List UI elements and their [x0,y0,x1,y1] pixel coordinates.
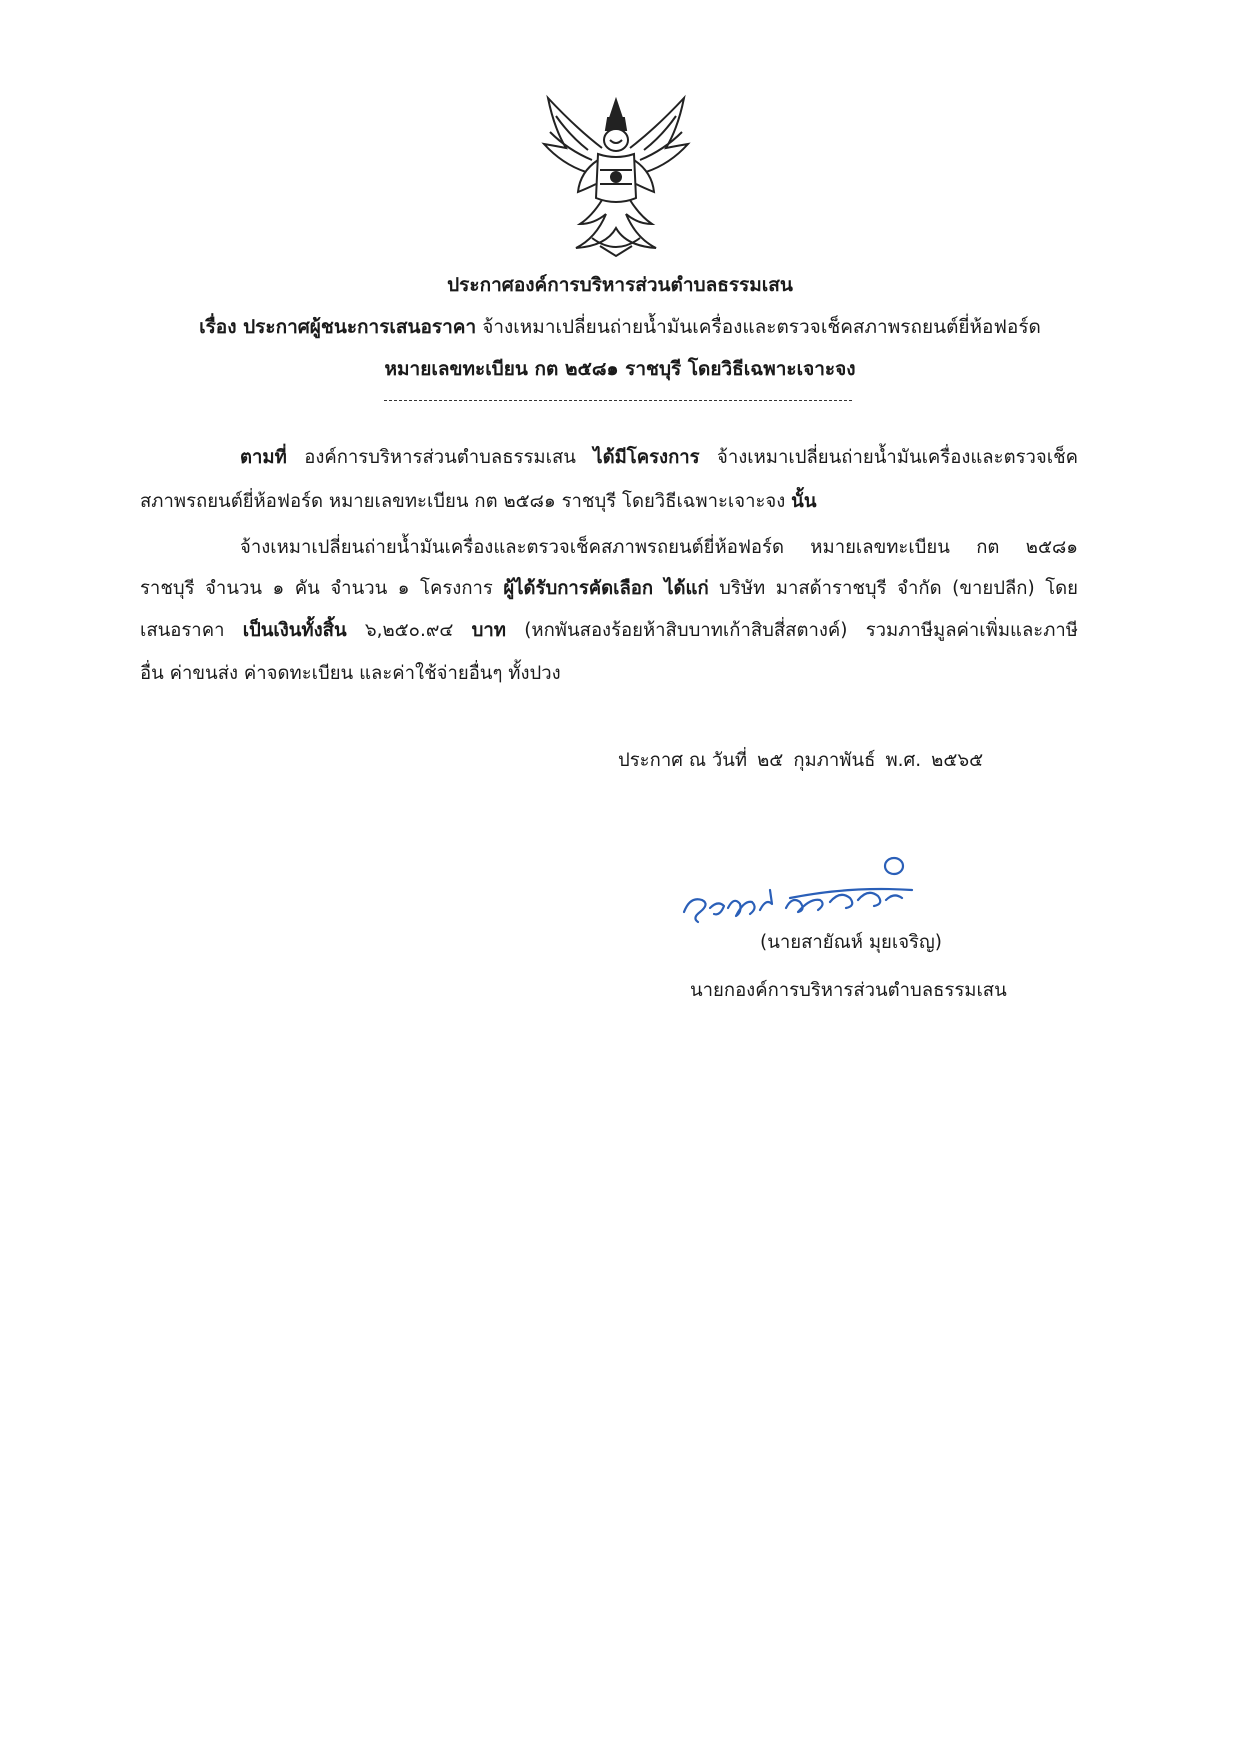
subject-text: จ้างเหมาเปลี่ยนถ่ายน้ำมันเครื่องและตรวจเช็คสภาพรถยนต์ยี่ห้อฟอร์ด [476,316,1041,338]
title-divider [384,400,852,401]
p2-line-4: อื่น ค่าขนส่ง ค่าจดทะเบียน และค่าใช้จ่ายอื่นๆ ทั้งปวง [140,663,561,684]
garuda-emblem-icon [536,88,696,260]
subject-label: เรื่อง ประกาศผู้ชนะการเสนอราคา [199,316,477,338]
paragraph-2-line-4 [140,659,1078,689]
p2-winner-label: ผู้ได้รับการคัดเลือก ได้แก่ [503,578,709,599]
paragraph-2-line-3 [140,616,1078,646]
date-month: กุมภาพันธ์ [793,750,876,771]
paragraph-2-line-2 [140,574,1078,604]
p2-total-label: เป็นเงินทั้งสิ้น [242,620,347,641]
paragraph-1-line-2 [140,487,1078,517]
signer-name: (นายสายัณห์ มุยเจริญ) [760,932,942,953]
signature-strokes [684,858,912,922]
p1-lead: ตามที่ [240,447,287,468]
p2-currency: บาท [471,620,506,641]
p2-line-2-a: ราชบุรี จำนวน ๑ คัน จำนวน ๑ โครงการ [140,578,504,599]
announcement-subject [0,312,1240,342]
p2-line-3-a: เสนอราคา [140,620,243,641]
p1-org: องค์การบริหารส่วนตำบลธรรมเสน [286,447,594,468]
p2-amount: ๖,๒๕๐.๙๔ [346,620,472,641]
title-line-1: ประกาศองค์การบริหารส่วนตำบลธรรมเสน [447,274,793,296]
date-era: พ.ศ. [885,750,922,771]
p2-amount-words: (หกพันสองร้อยห้าสิบบาทเก้าสิบสี่สตางค์) รวมภาษีมูลค่าเพิ่มและภาษี [505,620,1078,641]
paragraph-1-line-1 [240,443,1078,473]
handwritten-signature [680,838,942,938]
p2-line-1: จ้างเหมาเปลี่ยนถ่ายน้ำมันเครื่องและตรวจเช็คสภาพรถยนต์ยี่ห้อฟอร์ด หมายเลขทะเบียน กต ๒๕๘๑ [240,537,1078,558]
p1-project-label: ได้มีโครงการ [593,447,700,468]
announcement-subject-line-2 [0,354,1240,384]
p1-end: นั้น [791,491,817,512]
announcement-date [618,746,993,776]
announcement-title [0,270,1240,300]
p1-project: จ้างเหมาเปลี่ยนถ่ายน้ำมันเครื่องและตรวจเช็ค [699,447,1078,468]
p1-line-2: สภาพรถยนต์ยี่ห้อฟอร์ด หมายเลขทะเบียน กต ๒๕๘๑ ราชบุรี โดยวิธีเฉพาะเจาะจง [140,491,792,512]
subject-text-line-2: หมายเลขทะเบียน กต ๒๕๘๑ ราชบุรี โดยวิธีเฉพาะเจาะจง [384,358,856,380]
paragraph-2-line-1 [240,533,1078,563]
date-prefix: ประกาศ ณ วันที่ [618,750,748,771]
date-day: ๒๕ [757,750,784,771]
signer-position: นายกองค์การบริหารส่วนตำบลธรรมเสน [690,980,1007,1001]
p2-winner: บริษัท มาสด้าราชบุรี จำกัด (ขายปลีก) โดย [708,578,1079,599]
date-year: ๒๕๖๕ [931,750,984,771]
